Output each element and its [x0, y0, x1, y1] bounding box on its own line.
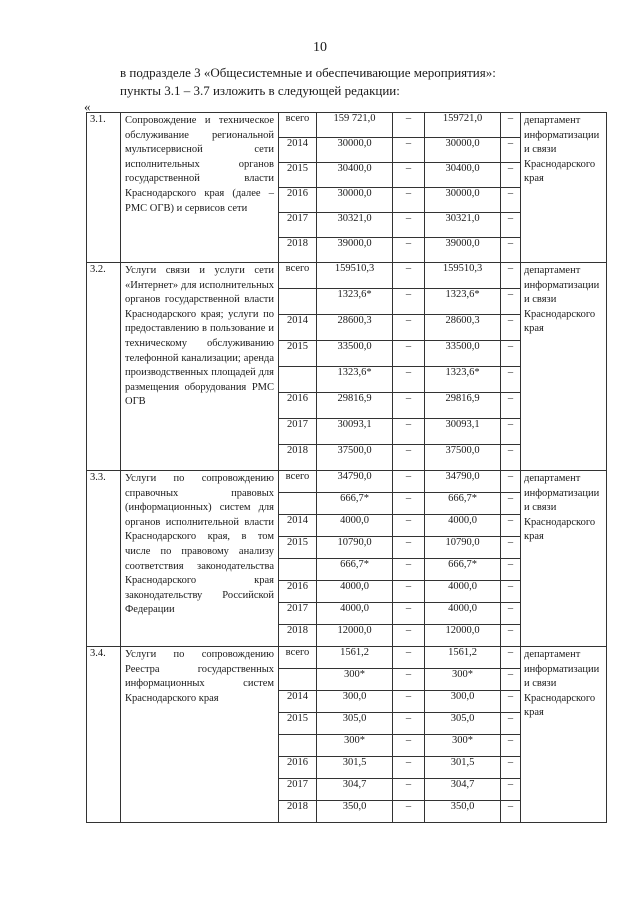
- federal-cell: –: [393, 603, 425, 625]
- year-cell: 2018: [279, 445, 317, 471]
- regional-cell: 37500,0: [425, 445, 501, 471]
- total-cell: 666,7*: [317, 559, 393, 581]
- federal-cell: –: [393, 581, 425, 603]
- regional-cell: 30000,0: [425, 138, 501, 163]
- year-cell: всего: [279, 471, 317, 493]
- local-cell: –: [501, 537, 521, 559]
- total-cell: 300*: [317, 669, 393, 691]
- total-cell: 159 721,0: [317, 113, 393, 138]
- item-description: Услуги по сопровождению Реестра государственных информационных систем Краснодарского края: [121, 647, 279, 823]
- federal-cell: –: [393, 263, 425, 289]
- year-cell: 2014: [279, 138, 317, 163]
- local-cell: –: [501, 735, 521, 757]
- total-cell: 350,0: [317, 801, 393, 823]
- local-cell: –: [501, 367, 521, 393]
- federal-cell: –: [393, 779, 425, 801]
- year-cell: 2014: [279, 691, 317, 713]
- regional-cell: 30093,1: [425, 419, 501, 445]
- year-cell: 2018: [279, 238, 317, 263]
- federal-cell: –: [393, 113, 425, 138]
- local-cell: –: [501, 713, 521, 735]
- regional-cell: 300*: [425, 669, 501, 691]
- total-cell: 159510,3: [317, 263, 393, 289]
- regional-cell: 666,7*: [425, 493, 501, 515]
- intro-line-1: в подразделе 3 «Общесистемные и обеспечивающие мероприятия»:: [120, 65, 496, 80]
- federal-cell: –: [393, 801, 425, 823]
- year-cell: всего: [279, 113, 317, 138]
- local-cell: –: [501, 801, 521, 823]
- regional-cell: 305,0: [425, 713, 501, 735]
- item-description: Услуги связи и услуги сети «Интернет» для исполнительных органов государственной власти Краснодарского края; услуги по предоставлению в пользование и техническому обслуживанию телефонной канализации; аренда производственных площадей для размещения оборудования РМС ОГВ: [121, 263, 279, 471]
- year-cell: [279, 367, 317, 393]
- regional-cell: 4000,0: [425, 515, 501, 537]
- total-cell: 10790,0: [317, 537, 393, 559]
- local-cell: –: [501, 581, 521, 603]
- regional-cell: 301,5: [425, 757, 501, 779]
- federal-cell: –: [393, 419, 425, 445]
- local-cell: –: [501, 493, 521, 515]
- total-cell: 304,7: [317, 779, 393, 801]
- local-cell: –: [501, 238, 521, 263]
- federal-cell: –: [393, 163, 425, 188]
- regional-cell: 159510,3: [425, 263, 501, 289]
- total-cell: 30093,1: [317, 419, 393, 445]
- department-cell: департамент информатизации и связи Краснодарского края: [521, 113, 607, 263]
- intro-line-2: пункты 3.1 – 3.7 изложить в следующей редакции:: [120, 83, 400, 98]
- year-cell: 2017: [279, 603, 317, 625]
- total-cell: 4000,0: [317, 603, 393, 625]
- item-number: 3.3.: [87, 471, 121, 647]
- total-cell: 4000,0: [317, 515, 393, 537]
- total-cell: 300*: [317, 735, 393, 757]
- year-cell: 2018: [279, 625, 317, 647]
- year-cell: всего: [279, 647, 317, 669]
- local-cell: –: [501, 445, 521, 471]
- total-cell: 12000,0: [317, 625, 393, 647]
- year-cell: 2015: [279, 537, 317, 559]
- federal-cell: –: [393, 367, 425, 393]
- year-cell: [279, 559, 317, 581]
- local-cell: –: [501, 263, 521, 289]
- regional-cell: 304,7: [425, 779, 501, 801]
- local-cell: –: [501, 669, 521, 691]
- total-cell: 30000,0: [317, 138, 393, 163]
- page-number: 10: [313, 40, 327, 55]
- federal-cell: –: [393, 289, 425, 315]
- item-description: Услуги по сопровождению справочных правовых (информационных) систем для органов исполнительной власти Краснодарского края, в том числе по правовому анализу соответствия законодательства Краснодарского края законодательству Российской Федерации: [121, 471, 279, 647]
- regional-cell: 29816,9: [425, 393, 501, 419]
- local-cell: –: [501, 779, 521, 801]
- local-cell: –: [501, 341, 521, 367]
- table-row: [87, 263, 607, 289]
- regional-cell: 1561,2: [425, 647, 501, 669]
- federal-cell: –: [393, 471, 425, 493]
- regional-cell: 28600,3: [425, 315, 501, 341]
- total-cell: 34790,0: [317, 471, 393, 493]
- regional-cell: 12000,0: [425, 625, 501, 647]
- item-number: 3.1.: [87, 113, 121, 263]
- federal-cell: –: [393, 315, 425, 341]
- item-number: 3.2.: [87, 263, 121, 471]
- federal-cell: –: [393, 757, 425, 779]
- total-cell: 30400,0: [317, 163, 393, 188]
- federal-cell: –: [393, 625, 425, 647]
- year-cell: 2014: [279, 515, 317, 537]
- federal-cell: –: [393, 238, 425, 263]
- local-cell: –: [501, 603, 521, 625]
- federal-cell: –: [393, 393, 425, 419]
- year-cell: [279, 735, 317, 757]
- regional-cell: 1323,6*: [425, 289, 501, 315]
- total-cell: 1323,6*: [317, 367, 393, 393]
- year-cell: всего: [279, 263, 317, 289]
- local-cell: –: [501, 393, 521, 419]
- opening-quote: «: [84, 99, 91, 114]
- year-cell: [279, 669, 317, 691]
- department-cell: департамент информатизации и связи Краснодарского края: [521, 647, 607, 823]
- year-cell: 2016: [279, 393, 317, 419]
- local-cell: –: [501, 315, 521, 341]
- regional-cell: 39000,0: [425, 238, 501, 263]
- federal-cell: –: [393, 537, 425, 559]
- year-cell: 2016: [279, 188, 317, 213]
- year-cell: 2016: [279, 757, 317, 779]
- item-number: 3.4.: [87, 647, 121, 823]
- total-cell: 30000,0: [317, 188, 393, 213]
- local-cell: –: [501, 515, 521, 537]
- department-cell: департамент информатизации и связи Краснодарского края: [521, 471, 607, 647]
- total-cell: 666,7*: [317, 493, 393, 515]
- department-cell: департамент информатизации и связи Краснодарского края: [521, 263, 607, 471]
- local-cell: –: [501, 757, 521, 779]
- regional-cell: 30400,0: [425, 163, 501, 188]
- local-cell: –: [501, 188, 521, 213]
- local-cell: –: [501, 163, 521, 188]
- federal-cell: –: [393, 691, 425, 713]
- item-description: Сопровождение и техническое обслуживание региональной мультисервисной сети исполнительных органов государственной власти Краснодарского края (далее – РМС ОГВ) и сервисов сети: [121, 113, 279, 263]
- regional-cell: 4000,0: [425, 603, 501, 625]
- total-cell: 4000,0: [317, 581, 393, 603]
- total-cell: 37500,0: [317, 445, 393, 471]
- regional-cell: 300*: [425, 735, 501, 757]
- regional-cell: 300,0: [425, 691, 501, 713]
- federal-cell: –: [393, 735, 425, 757]
- local-cell: –: [501, 691, 521, 713]
- local-cell: –: [501, 213, 521, 238]
- federal-cell: –: [393, 445, 425, 471]
- regional-cell: 350,0: [425, 801, 501, 823]
- year-cell: 2017: [279, 419, 317, 445]
- federal-cell: –: [393, 493, 425, 515]
- table-row: [87, 647, 607, 669]
- year-cell: 2015: [279, 163, 317, 188]
- local-cell: –: [501, 559, 521, 581]
- regional-cell: 10790,0: [425, 537, 501, 559]
- local-cell: –: [501, 471, 521, 493]
- federal-cell: –: [393, 138, 425, 163]
- total-cell: 39000,0: [317, 238, 393, 263]
- total-cell: 30321,0: [317, 213, 393, 238]
- year-cell: [279, 493, 317, 515]
- local-cell: –: [501, 625, 521, 647]
- federal-cell: –: [393, 213, 425, 238]
- federal-cell: –: [393, 647, 425, 669]
- local-cell: –: [501, 138, 521, 163]
- year-cell: 2017: [279, 779, 317, 801]
- measures-table: [86, 112, 607, 823]
- year-cell: 2016: [279, 581, 317, 603]
- year-cell: 2014: [279, 315, 317, 341]
- federal-cell: –: [393, 713, 425, 735]
- regional-cell: 666,7*: [425, 559, 501, 581]
- federal-cell: –: [393, 188, 425, 213]
- regional-cell: 33500,0: [425, 341, 501, 367]
- regional-cell: 34790,0: [425, 471, 501, 493]
- total-cell: 1323,6*: [317, 289, 393, 315]
- federal-cell: –: [393, 669, 425, 691]
- regional-cell: 159721,0: [425, 113, 501, 138]
- regional-cell: 1323,6*: [425, 367, 501, 393]
- year-cell: 2018: [279, 801, 317, 823]
- federal-cell: –: [393, 515, 425, 537]
- total-cell: 1561,2: [317, 647, 393, 669]
- total-cell: 33500,0: [317, 341, 393, 367]
- federal-cell: –: [393, 559, 425, 581]
- table-row: [87, 471, 607, 493]
- local-cell: –: [501, 113, 521, 138]
- table-row: [87, 113, 607, 138]
- year-cell: 2015: [279, 713, 317, 735]
- regional-cell: 4000,0: [425, 581, 501, 603]
- year-cell: 2017: [279, 213, 317, 238]
- local-cell: –: [501, 419, 521, 445]
- total-cell: 300,0: [317, 691, 393, 713]
- regional-cell: 30321,0: [425, 213, 501, 238]
- year-cell: 2015: [279, 341, 317, 367]
- total-cell: 305,0: [317, 713, 393, 735]
- total-cell: 29816,9: [317, 393, 393, 419]
- local-cell: –: [501, 647, 521, 669]
- regional-cell: 30000,0: [425, 188, 501, 213]
- total-cell: 28600,3: [317, 315, 393, 341]
- year-cell: [279, 289, 317, 315]
- total-cell: 301,5: [317, 757, 393, 779]
- local-cell: –: [501, 289, 521, 315]
- federal-cell: –: [393, 341, 425, 367]
